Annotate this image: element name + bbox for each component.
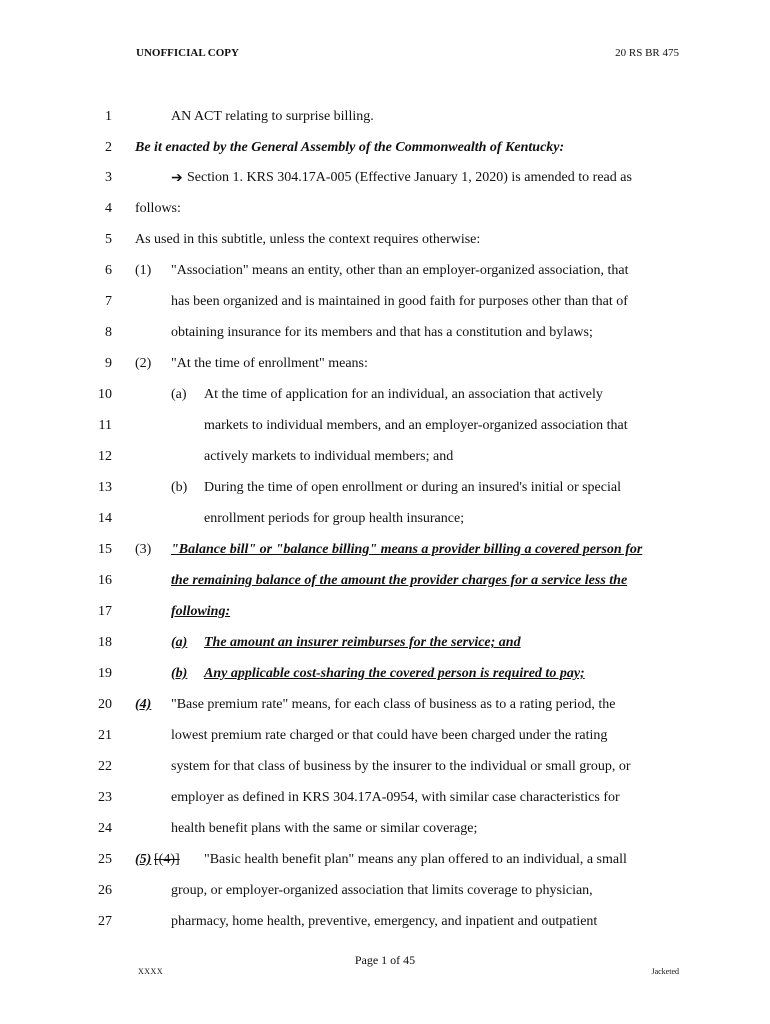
- doc-line: [0, 480, 770, 500]
- line-number: 18: [98, 635, 112, 650]
- line-number: 17: [98, 604, 112, 619]
- line-number: 10: [98, 387, 112, 402]
- doc-line: [0, 790, 770, 810]
- line-text: follows:: [135, 201, 181, 216]
- subsection-marker: (1): [135, 263, 152, 278]
- line-number: 16: [98, 573, 112, 588]
- line-number: 5: [105, 232, 112, 247]
- deleted-marker: [(4)]: [154, 852, 180, 867]
- inserted-text: the remaining balance of the amount the provider charges for a service less the: [171, 573, 628, 588]
- paragraph-marker: (a): [171, 635, 188, 650]
- line-number: 3: [105, 170, 112, 185]
- paragraph-marker: (a): [171, 387, 187, 402]
- doc-line: [0, 542, 770, 562]
- line-number: 21: [98, 728, 112, 743]
- line-number: 23: [98, 790, 112, 805]
- section-arrow-icon: ➔: [171, 171, 183, 186]
- line-number: 1: [105, 109, 112, 124]
- doc-line: [0, 294, 770, 314]
- line-text: employer as defined in KRS 304.17A-0954, with similar case characteristics for: [171, 790, 620, 805]
- doc-line: [0, 511, 770, 531]
- line-number: 27: [98, 914, 112, 929]
- line-number: 13: [98, 480, 112, 495]
- inserted-text: following:: [171, 604, 231, 619]
- doc-line: [0, 728, 770, 748]
- doc-line: [0, 232, 770, 252]
- footer-status: Jacketed: [651, 967, 679, 976]
- subsection-marker: (4): [135, 697, 152, 712]
- subsection-marker: (2): [135, 356, 152, 371]
- inserted-text: Any applicable cost-sharing the covered person is required to pay;: [204, 666, 585, 681]
- doc-line: [0, 201, 770, 221]
- line-number: 7: [105, 294, 112, 309]
- line-number: 11: [98, 418, 112, 433]
- line-text: obtaining insurance for its members and that has a constitution and bylaws;: [171, 325, 593, 340]
- doc-line: [0, 418, 770, 438]
- doc-line: [0, 697, 770, 717]
- footer-code: XXXX: [138, 967, 164, 976]
- doc-line: [0, 635, 770, 655]
- header-right: 20 RS BR 475: [615, 47, 679, 59]
- line-number: 20: [98, 697, 112, 712]
- doc-line: [0, 170, 770, 190]
- line-number: 24: [98, 821, 112, 836]
- line-text: At the time of application for an individual, an association that actively: [204, 387, 603, 402]
- doc-line: [0, 449, 770, 469]
- line-number: 25: [98, 852, 112, 867]
- line-number: 8: [105, 325, 112, 340]
- line-text: AN ACT relating to surprise billing.: [171, 109, 374, 124]
- line-number: 6: [105, 263, 112, 278]
- line-number: 4: [105, 201, 112, 216]
- line-text: actively markets to individual members; and: [204, 449, 454, 464]
- enacting-clause: Be it enacted by the General Assembly of the Commonwealth of Kentucky:: [135, 140, 565, 155]
- line-number: 19: [98, 666, 112, 681]
- line-text: "Base premium rate" means, for each class of business as to a rating period, the: [171, 697, 616, 712]
- line-text: "Basic health benefit plan" means any plan offered to an individual, a small: [204, 852, 627, 867]
- line-text: During the time of open enrollment or during an insured's initial or special: [204, 480, 621, 495]
- doc-line: [0, 573, 770, 593]
- line-text: group, or employer-organized association that limits coverage to physician,: [171, 883, 593, 898]
- paragraph-marker: (b): [171, 666, 188, 681]
- doc-line: [0, 883, 770, 903]
- doc-line: [0, 263, 770, 283]
- line-text: enrollment periods for group health insurance;: [204, 511, 465, 526]
- doc-line: [0, 140, 770, 160]
- doc-line: [0, 604, 770, 624]
- line-text: pharmacy, home health, preventive, emergency, and inpatient and outpatient: [171, 914, 598, 929]
- section-heading: Section 1. KRS 304.17A-005 (Effective January 1, 2020) is amended to read as: [187, 170, 632, 185]
- inserted-text: The amount an insurer reimburses for the service; and: [204, 635, 521, 650]
- doc-line: [0, 356, 770, 376]
- doc-line: [0, 759, 770, 779]
- line-number: 22: [98, 759, 112, 774]
- doc-line: [0, 821, 770, 841]
- doc-line: [0, 666, 770, 686]
- line-text: system for that class of business by the insurer to the individual or small group, or: [171, 759, 631, 774]
- line-number: 14: [98, 511, 112, 526]
- line-text: markets to individual members, and an employer-organized association that: [204, 418, 628, 433]
- line-number: 9: [105, 356, 112, 371]
- subsection-marker: (3): [135, 542, 152, 557]
- page-number: Page 1 of 45: [354, 953, 416, 967]
- line-number: 26: [98, 883, 112, 898]
- doc-line: [0, 109, 770, 129]
- line-text: "At the time of enrollment" means:: [171, 356, 368, 371]
- doc-line: [0, 387, 770, 407]
- doc-line: [0, 914, 770, 934]
- inserted-text: "Balance bill" or "balance billing" means a provider billing a covered person for: [171, 542, 643, 557]
- line-text: has been organized and is maintained in good faith for purposes other than that of: [171, 294, 628, 309]
- line-number: 2: [105, 140, 112, 155]
- subsection-marker: (5): [135, 852, 152, 867]
- line-text: As used in this subtitle, unless the context requires otherwise:: [135, 232, 481, 247]
- line-text: health benefit plans with the same or similar coverage;: [171, 821, 478, 836]
- line-number: 15: [98, 542, 112, 557]
- doc-line: [0, 325, 770, 345]
- header-left: UNOFFICIAL COPY: [136, 47, 239, 59]
- doc-line: [0, 852, 770, 872]
- paragraph-marker: (b): [171, 480, 188, 495]
- line-text: "Association" means an entity, other than an employer-organized association, that: [171, 263, 629, 278]
- line-number: 12: [98, 449, 112, 464]
- line-text: lowest premium rate charged or that could have been charged under the rating: [171, 728, 608, 743]
